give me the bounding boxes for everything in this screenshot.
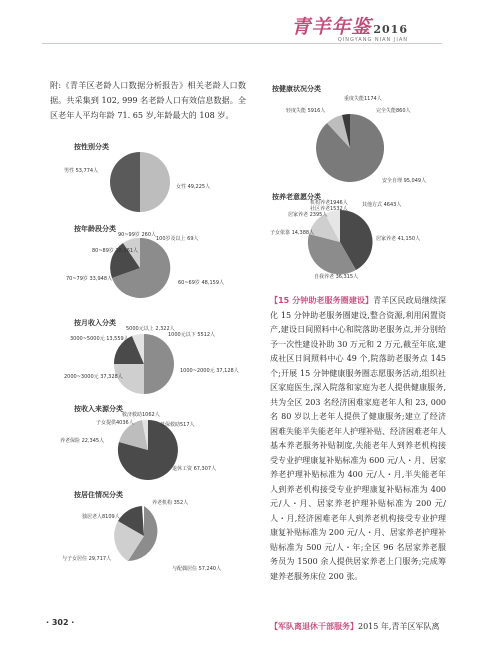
age-label-60-69: 60~69岁 48,159人	[178, 280, 224, 286]
header-rule	[42, 43, 442, 44]
income-pie-chart	[56, 326, 239, 398]
health-label-severe: 重度失能1174人	[344, 96, 382, 102]
source-pie-chart	[56, 412, 232, 484]
age-pie-chart	[60, 232, 230, 300]
page-number: · 302 ·	[46, 618, 75, 627]
living-label-alone: 独居老人8109人	[82, 514, 120, 520]
pension-label-community: 社区养老1532人	[310, 206, 348, 212]
service-tag: 【15 分钟助老服务圈建设】	[270, 296, 374, 305]
health-pie-chart	[270, 92, 446, 188]
living-label-institution: 养老机构 352人	[152, 500, 189, 506]
source-chart-title: 按收入来源分类	[74, 405, 123, 413]
yearbook-year: 2016	[373, 23, 408, 36]
income-label-5000plus: 5000元以上 2,322人	[126, 326, 175, 332]
pension-label-other: 其他方式 4643人	[362, 202, 402, 208]
income-label-3000-5000: 3000~5000元 13,559人	[70, 336, 129, 342]
health-label-complete: 完全失能860人	[376, 108, 411, 114]
page-header	[291, 12, 408, 43]
health-label-mild: 轻度失能 5916人	[286, 108, 326, 114]
health-slice-self-care	[316, 114, 384, 182]
pension-label-home: 居家养老 41,150人	[376, 236, 421, 242]
gender-slice-female	[140, 152, 170, 212]
pension-label-home2: 居家养老 2395人	[288, 212, 328, 218]
living-label-children: 与子女居住 29,717人	[62, 556, 112, 562]
gender-label-male: 男性 53,774人	[64, 168, 99, 174]
income-label-2000-3000: 2000~3000元 37,328人	[64, 374, 123, 380]
pension-label-self: 自我养老 36,315人	[314, 274, 359, 280]
income-chart-title: 按月收入分类	[74, 319, 116, 327]
military-tag: 【军队离退休干部服务】	[270, 622, 358, 631]
pension-chart-title: 按养老意愿分类	[272, 193, 321, 201]
pension-pie-chart	[270, 200, 446, 280]
age-label-80-89: 80~89岁 18,161人	[92, 248, 138, 254]
health-chart-title: 按健康状况分类	[272, 85, 321, 93]
gender-label-female: 女性 49,225人	[176, 184, 211, 190]
pension-label-children: 子女依靠 14,388人	[270, 230, 315, 236]
yearbook-brand: 青羊年鉴 2016	[291, 16, 408, 38]
living-chart-title: 按居住情况分类	[74, 491, 123, 499]
living-pie-chart	[56, 498, 232, 578]
income-label-below1000: 1000元以下 5512人	[168, 332, 216, 338]
income-label-1000-2000: 1000~2000元 37,128人	[180, 368, 239, 374]
service-paragraph	[270, 294, 446, 584]
living-label-spouse: 与配偶居住 57,240人	[172, 566, 222, 572]
age-label-100plus: 100岁及以上 69人	[156, 236, 199, 242]
service-text: 青羊区民政局继续深化 15 分钟助老服务圈建设,整合资源,利用闲置资产,建设日间照料中心和院落助老服务点,并分别给予一次性建设补助 30 万元和 2 万元,截至年底,建成社区日间照料中心 49 个,院落助老服务点 145 个;开展 15 分钟健康服务圈志愿服务活动,组织社区家庭医生,深入院落和家庭为老人提供健康服务,共为全区 203 名经济困难家庭老年人和 23, 000 名 80 岁以上老年人提供了健康服务;建立了经济困难失能半失能老年人护理补贴、经济困难老年人基本养老服务补贴制度,失能老年人到养老机构接受专业护理康复补贴标准为 600 元/人・月、居家养老护理补贴标准为 400 元/人・月,半失能老年人到养老机构接受专业护理康复补贴标准为 400 元/人・月、居家养老护理补贴标准为 200 元/人・月,经济困难老年人到养老机构接受专业护理康复补贴标准为 200 元/人・月、居家养老护理补贴标准为 500 元/人・年;全区 96 名居家养老服务员为 1500 余人提供居家养老上门服务;完成筹建养老服务床位 200 张。	[270, 296, 447, 581]
source-label-pension: 养老保险 22,345人	[60, 438, 105, 444]
health-label-self-care: 安全自理 95,049人	[382, 178, 427, 184]
source-label-children: 子女提供4036人	[96, 420, 134, 426]
gender-slice-male	[110, 152, 140, 212]
pension-label-institution: 机构养老1946人	[310, 200, 348, 206]
military-paragraph	[270, 620, 446, 634]
yearbook-pinyin: QINGYANG NIAN JIAN	[337, 37, 408, 43]
source-label-retirement: 退休工资 67,307人	[172, 466, 217, 472]
income-slice-1000-2000	[144, 334, 174, 394]
source-label-lowincome: 低保救助517人	[160, 422, 195, 428]
gender-chart-title: 按性别分类	[74, 143, 109, 151]
military-text: 2015 年,青羊区军队离	[358, 622, 440, 631]
age-label-70-79: 70~79岁 33,948人	[66, 276, 112, 282]
source-label-relief: 救济救助1062人	[122, 412, 160, 418]
gender-pie-chart	[60, 150, 220, 214]
intro-paragraph: 附:《青羊区老龄人口数据分析报告》相关老龄人口数据。共采集到 102, 999 名老龄人口有效信息数据。全区老年人平均年龄 71. 65 岁,年龄最大的 108 岁。	[50, 80, 246, 120]
age-chart-title: 按年龄段分类	[74, 225, 116, 233]
age-label-90-99: 90~99岁 260人	[118, 232, 157, 238]
